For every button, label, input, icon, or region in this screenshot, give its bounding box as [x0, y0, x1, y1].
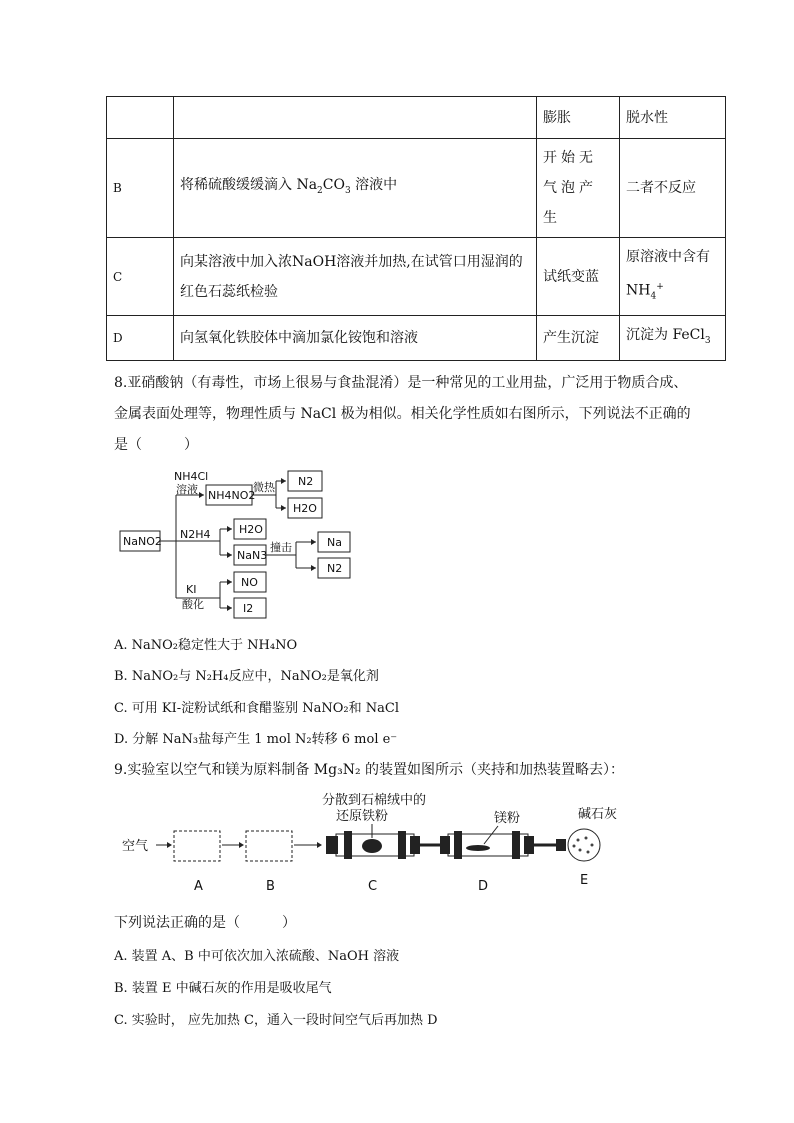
operation-cell: 向氢氧化铁胶体中滴加氯化铵饱和溶液 — [174, 316, 537, 361]
row-label: C — [107, 238, 174, 316]
label-nh4no2: NH4NO2 — [208, 489, 256, 502]
conclusion-cell — [620, 316, 726, 361]
label-mg-powder: 镁粉 — [494, 811, 521, 826]
label-n2h4: N2H4 — [180, 528, 211, 541]
operation-cell — [174, 97, 537, 139]
concl-text: 原溶液中含有NH — [626, 249, 710, 299]
label-e: E — [580, 873, 589, 888]
label-n2: N2 — [298, 475, 314, 488]
label-iron-powder-line1: 分散到石棉绒中的 — [322, 793, 427, 808]
label-no: NO — [241, 576, 258, 589]
q9-option-c: C. 实验时， 应先加热 C，通入一段时间空气后再加热 D — [114, 1013, 438, 1028]
label-heat: 微热 — [253, 481, 275, 494]
label-acidified: 酸化 — [182, 598, 204, 611]
label-n2-b: N2 — [327, 562, 343, 575]
q9-ask: 下列说法正确的是（ ） — [114, 915, 296, 931]
q8-stem-line-1: 8.亚硝酸钠（有毒性，市场上很易与食盐混淆）是一种常见的工业用盐，广泛用于物质合成、 — [114, 375, 688, 391]
concl-text: 沉淀为 FeCl — [626, 327, 705, 344]
q8-stem-line-3: 是（ ） — [114, 437, 198, 453]
phenomenon-cell: 膨胀 — [537, 97, 620, 139]
label-ki: KI — [186, 583, 197, 596]
label-i2: I2 — [243, 602, 254, 615]
label-a: A — [194, 879, 203, 894]
table-row — [107, 139, 726, 238]
operation-cell: 向某溶液中加入浓NaOH溶液并加热,在试管口用湿润的红色石蕊纸检验 — [174, 238, 537, 316]
q8-stem-line-2: 金属表面处理等，物理性质与 NaCl 极为相似。相关化学性质如右图所示，下列说法不正确的 — [114, 406, 691, 422]
table-row — [107, 97, 726, 139]
superscript: + — [656, 282, 664, 292]
iron-powder — [362, 839, 382, 853]
label-air: 空气 — [122, 839, 149, 854]
label-nh4cl: NH4Cl — [174, 470, 209, 483]
q9-option-b: B. 装置 E 中碱石灰的作用是吸收尾气 — [114, 981, 332, 996]
label-h2o-b: H2O — [239, 523, 263, 536]
phenomenon-cell: 试纸变蓝 — [537, 238, 620, 316]
label-nano2: NaNO2 — [123, 535, 162, 548]
subscript: 4 — [650, 291, 657, 302]
label-h2o: H2O — [293, 502, 317, 515]
label-soda-lime: 碱石灰 — [578, 807, 618, 822]
q9-option-a: A. 装置 A、B 中可依次加入浓硫酸、NaOH 溶液 — [114, 949, 400, 964]
row-label: D — [107, 316, 174, 361]
apparatus-a — [174, 831, 220, 861]
q8-option-b: B. NaNO₂与 N₂H₄反应中，NaNO₂是氧化剂 — [114, 669, 379, 684]
conclusion-cell: 脱水性 — [620, 97, 726, 139]
phenomenon-cell: 产生沉淀 — [537, 316, 620, 361]
q8-option-d: D. 分解 NaN₃盐每产生 1 mol N₂转移 6 mol e⁻ — [114, 732, 398, 747]
op-text: 溶液中 — [350, 177, 398, 194]
conclusion-cell: 二者不反应 — [620, 139, 726, 238]
label-d: D — [478, 879, 489, 894]
label-nan3: NaN3 — [237, 549, 268, 562]
op-text: CO — [322, 177, 345, 194]
row-label — [107, 97, 174, 139]
label-solution: 溶液 — [176, 483, 198, 496]
phenomenon-cell: 开始无气泡产生 — [537, 139, 620, 238]
conclusion-cell — [620, 238, 726, 316]
question-7-table — [106, 96, 726, 361]
q8-option-c: C. 可用 KI-淀粉试纸和食醋鉴别 NaNO₂和 NaCl — [114, 701, 399, 716]
label-c: C — [368, 879, 378, 894]
label-impact: 撞击 — [270, 541, 292, 554]
magnesium-powder — [466, 845, 490, 851]
label-na: Na — [327, 536, 342, 549]
label-b: B — [266, 879, 275, 894]
subscript: 3 — [344, 185, 351, 196]
nano2-reaction-diagram — [114, 464, 374, 624]
label-iron-powder-line2: 还原铁粉 — [336, 809, 389, 824]
drying-tube-e — [568, 829, 600, 861]
op-text: 将稀硫酸缓缓滴入 Na — [180, 177, 318, 194]
apparatus-b — [246, 831, 292, 861]
mg3n2-apparatus-diagram — [114, 788, 634, 898]
subscript: 3 — [704, 336, 711, 347]
q9-stem: 9.实验室以空气和镁为原料制备 Mg₃N₂ 的装置如图所示（夹持和加热装置略去）： — [114, 762, 625, 778]
table-row — [107, 238, 726, 316]
q8-option-a: A. NaNO₂稳定性大于 NH₄NO — [114, 638, 298, 653]
row-label: B — [107, 139, 174, 238]
operation-cell — [174, 139, 537, 238]
table-row — [107, 316, 726, 361]
subscript: 2 — [317, 185, 323, 196]
